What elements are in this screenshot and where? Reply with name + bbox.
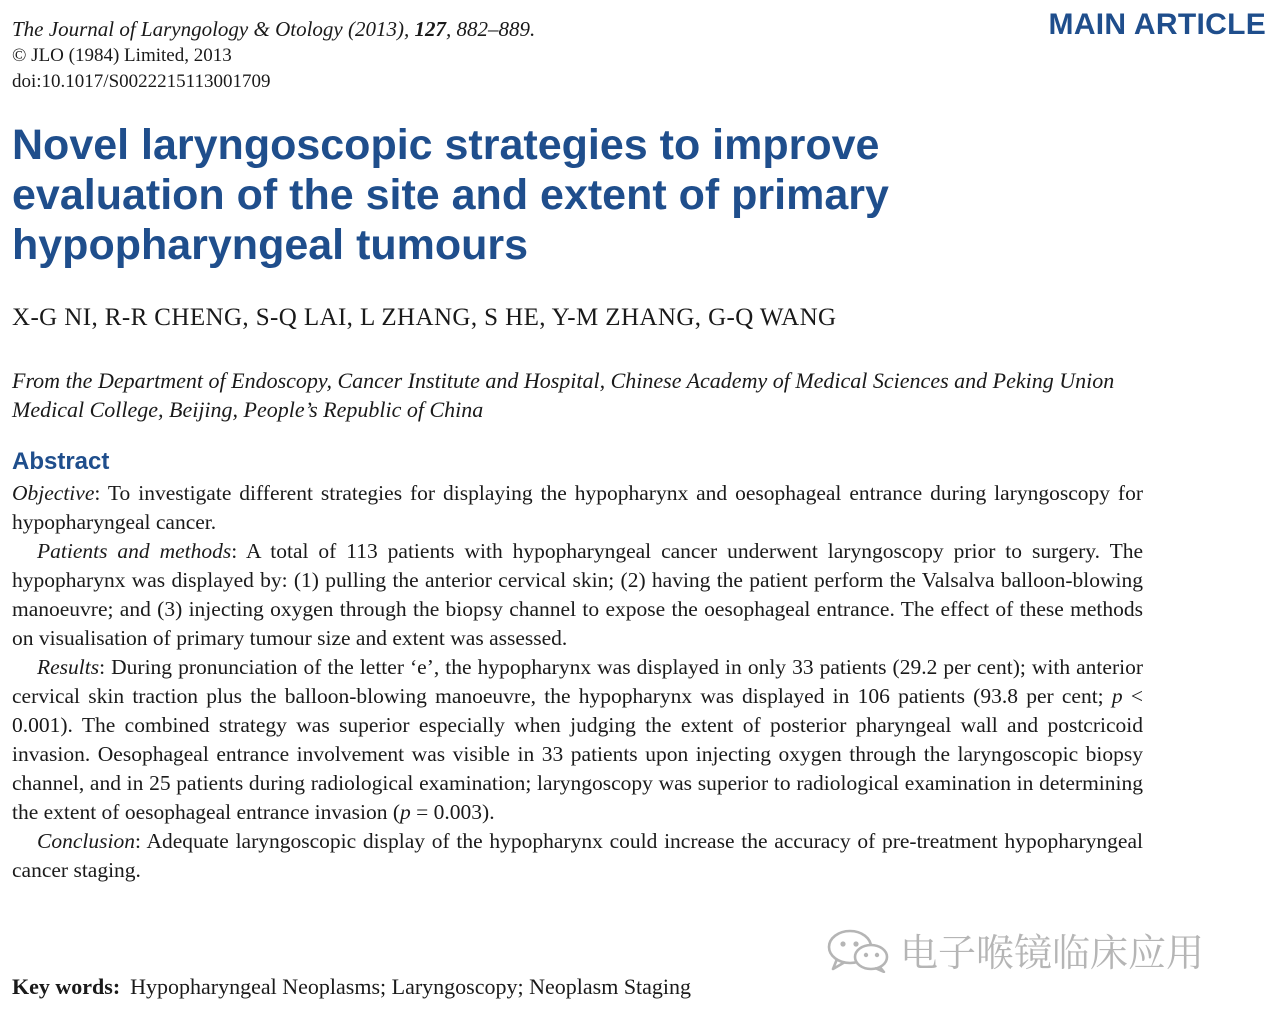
results-text-2: < 0.001). The combined strategy was superior especially when judging the extent of posterior pharyngeal wall and postcricoid invasion. Oesophageal entrance involvement was visible in 33 patients upon injecting oxygen through the laryngoscopic biopsy channel, and in 25 patients during radiological examination; laryngoscopy was superior to radiological examination in determining the extent of oesophageal entrance invasion ( [12, 684, 1143, 824]
results-text-1: : During pronunciation of the letter ‘e’, the hypopharynx was displayed in only 33 patients (29.2 per cent); with anterior cervical skin traction plus the balloon-blowing manoeuvre, the hypopharynx was displayed in 106 patients (93.8 per cent; [12, 655, 1143, 708]
conclusion-label: Conclusion [37, 829, 135, 853]
journal-citation [12, 16, 535, 43]
journal-copyright: © JLO (1984) Limited, 2013 [12, 45, 232, 66]
abstract-results [12, 653, 1143, 827]
conclusion-text: : Adequate laryngoscopic display of the hypopharynx could increase the accuracy of pre-treatment hypopharyngeal cancer staging. [12, 829, 1143, 882]
objective-label: Objective [12, 481, 95, 505]
watermark [826, 922, 1204, 977]
watermark-text: 电子喉镜临床应用 [900, 931, 1205, 975]
keywords-text: Hypopharyngeal Neoplasms; Laryngoscopy; Neoplasm Staging [130, 974, 692, 999]
wechat-icon [826, 927, 890, 973]
methods-label: Patients and methods [37, 539, 232, 563]
journal-pages: , 882–889. [445, 17, 536, 41]
affiliation: From the Department of Endoscopy, Cancer Institute and Hospital, Chinese Academy of Medical Sciences and Peking Union Medical College, Beijing, People’s Republic of China [12, 368, 1115, 422]
abstract-objective [12, 479, 1143, 537]
results-text-3: = 0.003). [410, 800, 495, 824]
abstract-methods [12, 537, 1143, 653]
p-value-symbol: p [400, 800, 411, 824]
methods-text: : A total of 113 patients with hypopharyngeal cancer underwent laryngoscopy prior to surgery. The hypopharynx was displayed by: (1) pulling the anterior cervical skin; (2) having the patient perform the Valsalva balloon-blowing manoeuvre; and (3) injecting oxygen through the biopsy channel to expose the oesophageal entrance. The effect of these methods on visualisation of primary tumour size and extent was assessed. [12, 539, 1144, 650]
abstract-heading: Abstract [12, 448, 110, 475]
journal-name: The Journal of Laryngology & Otology (2013), [12, 17, 410, 41]
journal-reference [12, 16, 535, 95]
results-label: Results [37, 655, 100, 679]
journal-volume: 127 [414, 17, 446, 41]
p-value-symbol: p [1111, 684, 1123, 708]
objective-text: : To investigate different strategies for displaying the hypopharynx and oesophageal entrance during laryngoscopy for hypopharyngeal cancer. [12, 481, 1143, 534]
author-list: X-G NI, R-R CHENG, S-Q LAI, L ZHANG, S HE, Y-M ZHANG, G-Q WANG [12, 304, 837, 331]
abstract-body [12, 479, 1143, 885]
section-label: MAIN ARTICLE [1048, 8, 1266, 41]
journal-doi: doi:10.1017/S0022215113001709 [12, 71, 271, 92]
abstract-conclusion [12, 827, 1143, 885]
keywords-label: Key words: [12, 974, 121, 999]
article-title: Novel laryngoscopic strategies to improve evaluation of the site and extent of primary hypopharyngeal tumours [12, 121, 889, 269]
keywords [12, 974, 691, 1000]
